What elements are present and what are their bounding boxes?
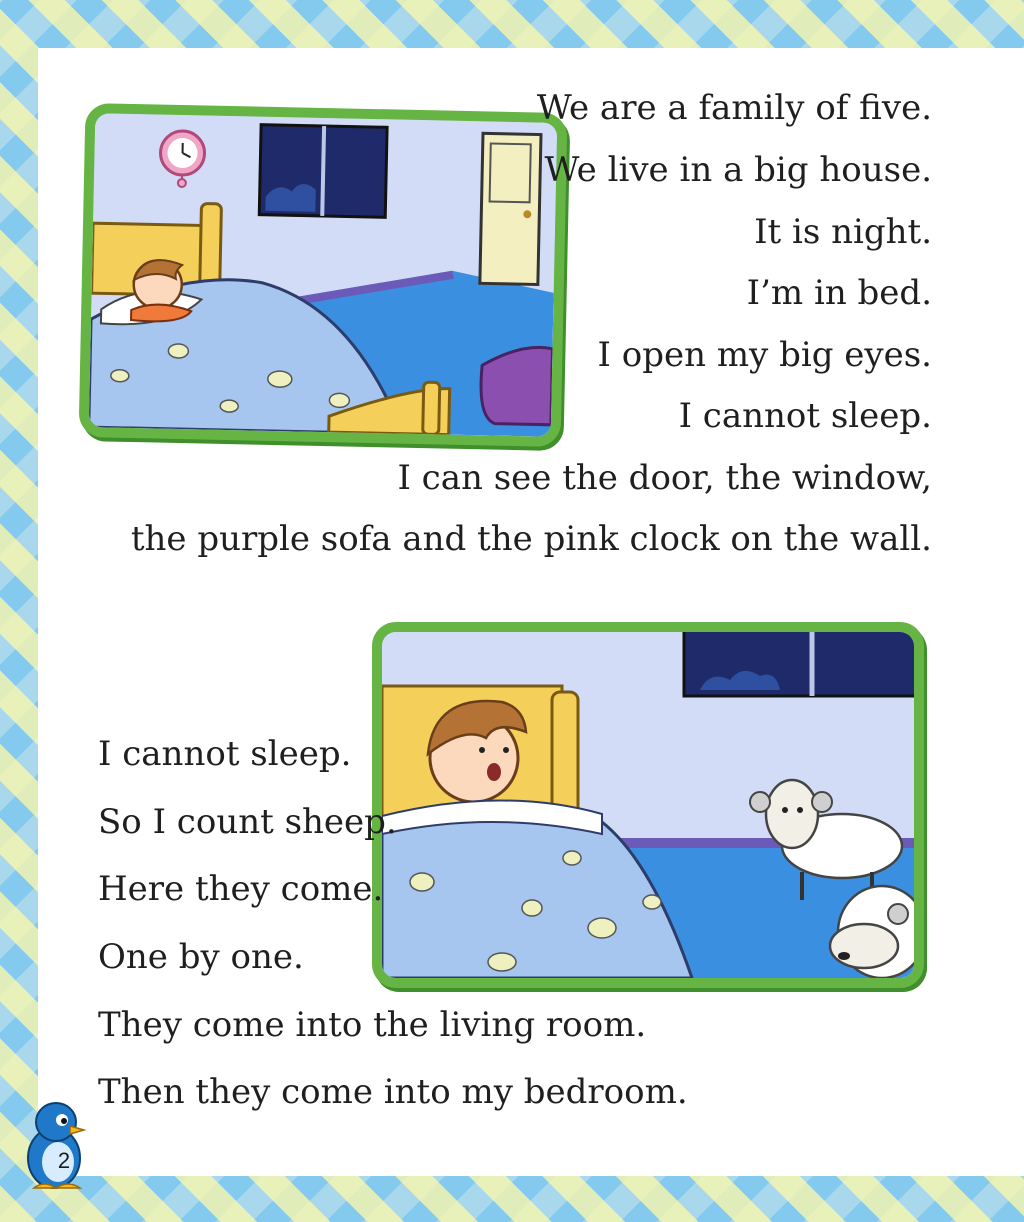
story-line: Then they come into my bedroom.	[98, 1072, 688, 1112]
story-line: They come into the living room.	[98, 1005, 647, 1045]
story-line: I open my big eyes.	[597, 335, 932, 375]
story-line: I can see the door, the window,	[397, 458, 932, 498]
counting-sheep-illustration	[372, 622, 924, 988]
story-line: We are a family of five.	[536, 88, 932, 128]
story-line: It is night.	[754, 212, 932, 252]
penguin-icon	[24, 1100, 88, 1192]
story-line: One by one.	[98, 937, 304, 977]
story-line: I’m in bed.	[746, 273, 932, 313]
bedroom-night-illustration	[79, 103, 568, 447]
story-line: Here they come.	[98, 869, 384, 909]
page-number: 2	[57, 1148, 71, 1173]
story-line: I cannot sleep.	[98, 734, 352, 774]
story-line: We live in a big house.	[544, 150, 932, 190]
story-line: So I count sheep.	[98, 802, 397, 842]
story-line: I cannot sleep.	[678, 396, 932, 436]
story-line: the purple sofa and the pink clock on the wall.	[130, 519, 932, 559]
